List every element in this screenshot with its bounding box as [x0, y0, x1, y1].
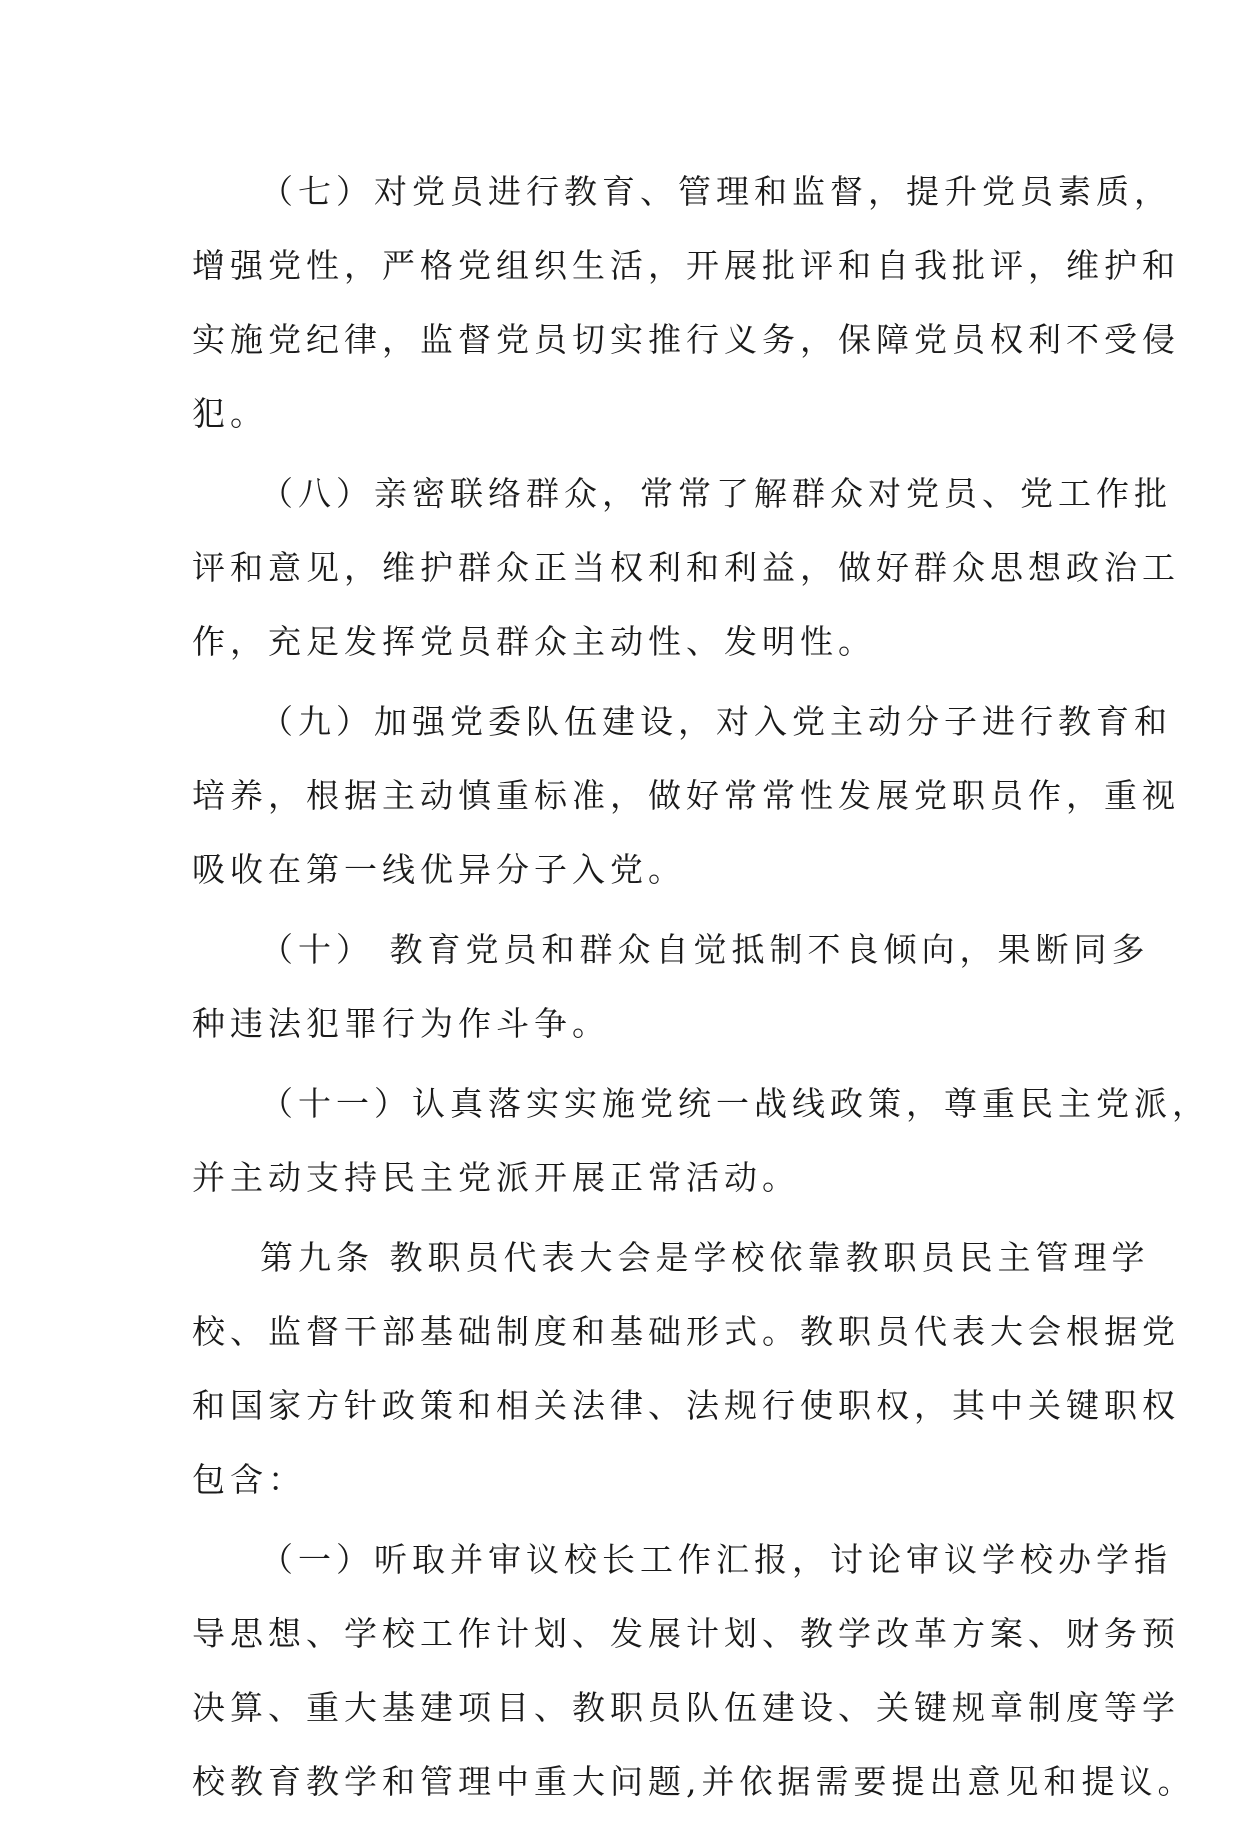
- text-line: 作，充足发挥党员群众主动性、发明性。: [192, 622, 876, 661]
- text-line: （十一）认真落实实施党统一战线政策，尊重民主党派，: [260, 1084, 1210, 1123]
- text-line: 实施党纪律，监督党员切实推行义务，保障党员权利不受侵: [192, 320, 1180, 359]
- paragraph-item-10: [192, 913, 1150, 1061]
- text-line: 包含：: [192, 1460, 306, 1499]
- paragraph-item-11: [192, 1067, 1210, 1215]
- text-line: 犯。: [192, 394, 268, 433]
- text-line: 校教育教学和管理中重大问题,并依据需要提出意见和提议。: [192, 1762, 1196, 1801]
- text-line: 种违法犯罪行为作斗争。: [192, 1004, 610, 1043]
- paragraph-item-7: [192, 155, 1180, 451]
- text-line: 增强党性，严格党组织生活，开展批评和自我批评，维护和: [192, 246, 1180, 285]
- text-line: （七）对党员进行教育、管理和监督，提升党员素质，: [260, 172, 1172, 211]
- paragraph-item-1: [192, 1523, 1196, 1819]
- text-line: 并主动支持民主党派开展正常活动。: [192, 1158, 800, 1197]
- text-line: 决算、重大基建项目、教职员队伍建设、关键规章制度等学: [192, 1688, 1180, 1727]
- text-line: （十） 教育党员和群众自觉抵制不良倾向，果断同多: [260, 930, 1150, 969]
- paragraph-item-9: [192, 685, 1180, 907]
- text-line: 第九条 教职员代表大会是学校依靠教职员民主管理学: [260, 1238, 1150, 1277]
- paragraph-article-9: [192, 1221, 1180, 1517]
- text-line: （九）加强党委队伍建设，对入党主动分子进行教育和: [260, 702, 1172, 741]
- text-line: 评和意见，维护群众正当权利和利益，做好群众思想政治工: [192, 548, 1180, 587]
- document-body: [192, 155, 1210, 1825]
- text-line: 培养，根据主动慎重标准，做好常常性发展党职员作，重视: [192, 776, 1180, 815]
- text-line: 导思想、学校工作计划、发展计划、教学改革方案、财务预: [192, 1614, 1180, 1653]
- paragraph-item-8: [192, 457, 1180, 679]
- text-line: 吸收在第一线优异分子入党。: [192, 850, 686, 889]
- text-line: 和国家方针政策和相关法律、法规行使职权，其中关键职权: [192, 1386, 1180, 1425]
- text-line: 校、监督干部基础制度和基础形式。教职员代表大会根据党: [192, 1312, 1180, 1351]
- text-line: （八）亲密联络群众，常常了解群众对党员、党工作批: [260, 474, 1172, 513]
- text-line: （一）听取并审议校长工作汇报，讨论审议学校办学指: [260, 1540, 1172, 1579]
